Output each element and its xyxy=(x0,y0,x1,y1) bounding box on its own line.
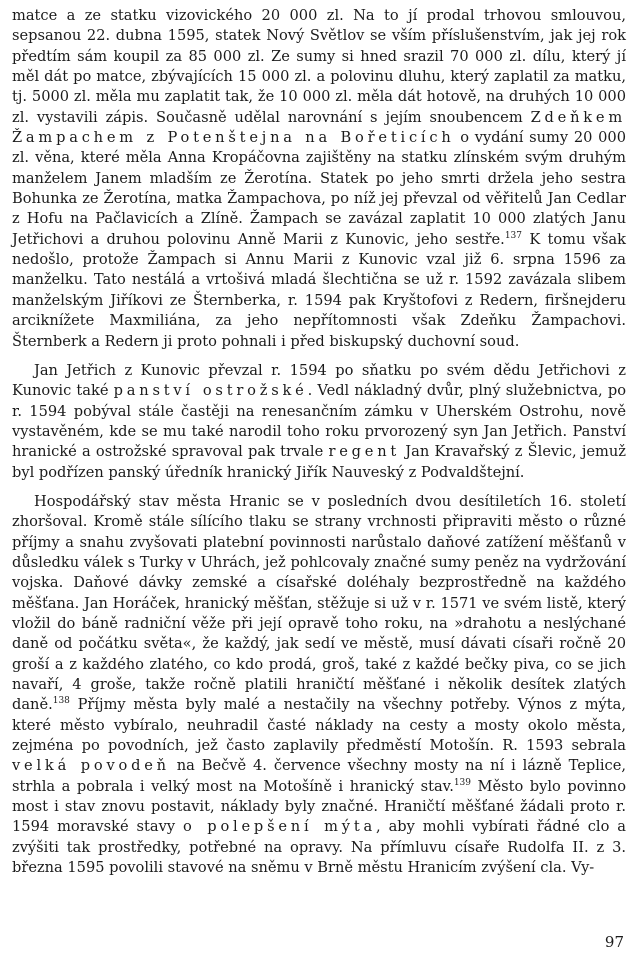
spaced-emphasis: o polepšení mýta xyxy=(183,818,377,836)
text-run: Příjmy města byly malé a nestačily na všechny potřeby. Výnos z mýta, které město vybíralo, neuhradil časté náklady na cesty a mosty okolo města, zejména po povodních, jež často zaplavily předměstí Motošín. R. 1593 sebrala xyxy=(12,696,626,755)
footnote-ref: 138 xyxy=(52,696,70,707)
body-text xyxy=(12,6,626,878)
text-run: , aby mohli vybírati řádné clo a zvýšiti tak prostředky, potřebné na opravy. Na přímluvu císaře Rudolfa II. z 3. března 1595 povolili stavové na sněmu v Brně městu Hranicím zvýšení cla. Vy- xyxy=(12,818,626,877)
text-run: na Bečvě 4. července všechny mosty na ní i lázně Teplice, strhla a pobrala i velký most na Motošíně i hranický stav. xyxy=(12,757,626,795)
paragraph xyxy=(12,6,626,352)
text-run: Město bylo povinno most i stav znovu postavit, náklady byly značné. Hraničtí měšťané žádali proto r. 1594 moravské stavy xyxy=(12,777,626,836)
spaced-emphasis: panství ostrožské xyxy=(113,382,308,400)
spaced-emphasis: velká povodeň xyxy=(12,757,170,775)
text-run: matce a ze statku vizovického 20 000 zl. Na to jí prodal trhovou smlouvou, sepsanou 22. dubna 1595, statek Nový Světlov se vším příslušenstvím, jak jej rok předtím sám koupil za 85 000 zl. Ze sumy si hned srazil 70 000 zl. dílu, který jí měl dát po matce, zbývajících 15 000 zl. a polovinu dluhu, který zaplatil za matku, tj. 5000 zl. měla mu zaplatit tak, že 10 000 zl. měla dát hotově, na druhých 10 000 zl. vystavili zápis. Současně udělal narovnání s jejím snoubencem xyxy=(12,7,626,126)
text-run: . Vedl nákladný dvůr, plný služebnictva, po r. 1594 pobýval stále častěji na renesančním zámku v Uherském Ostrohu, nově vystavěném, kde se mu také narodil toho roku prvorozený syn Jan Jetřich. Panství hranické a ostrožské spravoval pak trvale xyxy=(12,382,626,461)
spaced-emphasis: Zdeňkem Žampachem z Potenštejna na Bořeticích xyxy=(12,108,626,147)
spaced-emphasis: regent xyxy=(328,443,401,461)
paragraph xyxy=(12,492,626,879)
text-run: o vydání sumy 20 000 zl. věna, které měla Anna Kropáčovna zajištěny na statku zlínském svým druhým manželem Janem mladším ze Žerotína. Statek po jeho smrti držela jeho sestra Bohunka ze Žerotína, matka Žampachova, po níž jej převzal od věřitelů Jan Cedlar z Hofu na Pačlavicích a Zlíně. Žampach se zavázal zaplatit 10 000 zlatých Janu Jetřichovi a druhou polovinu Anně Marii z Kunovic, jeho sestře. xyxy=(12,129,626,248)
text-run: Jan Kravařský z Šlevic, jemuž byl podřízen panský úředník hranický Jiřík Nauveský z Podvaldštejní. xyxy=(12,443,626,481)
footnote-ref: 139 xyxy=(453,777,472,788)
page-number: 97 xyxy=(604,933,624,951)
footnote-ref: 137 xyxy=(504,230,523,241)
paragraph xyxy=(12,361,626,483)
text-run: Hospodářský stav města Hranic se v posledních dvou desítiletích 16. století zhoršoval. Kromě stále sílícího tlaku se strany vrchnosti připraviti město o různé příjmy a snahu zvyšovati platební povinnosti narůstalo daňové zatížení měšťanů v důsledku válek s Turky v Uhrách, jež pohlcovaly značné sumy peněz na vydržování vojska. Daňové dávky zemské a císařské doléhaly bezprostředně na každého měšťana. Jan Horáček, hranický měšťan, stěžuje si už v r. 1571 ve svém listě, který vložil do báně radniční věže při její opravě toho roku, na »drahotu a neslýchané daně od počátku světa«, že každý, jak sedí ve městě, musí dávati císaři ročně 20 groší a z každého zlatého, co kdo prodá, groš, také z každé bečky piva, co se jich navaří, 4 groše, takže ročně platili hraničtí měšťané i několik desítek zlatých daně. xyxy=(12,492,626,714)
text-run: Jan Jetřich z Kunovic převzal r. 1594 po sňatku po svém dědu Jetřichovi z Kunovic také xyxy=(12,361,626,400)
text-run: K tomu však nedošlo, protože Žampach si Annu Marii z Kunovic vzal již 6. srpna 1596 za manželku. Tato nestálá a vrtošivá mladá šlechtična se už r. 1592 zavázala slibem manželským Jiříkovi ze Šternberka, r. 1594 pak Kryštofovi z Redern, firšnejderu arciknížete Maxmiliána, za jeho nepřítomnosti však Zdeňku Žampachovi. Šternberk a Redern ji proto pohnali i před biskupský duchovní soud. xyxy=(12,230,626,350)
